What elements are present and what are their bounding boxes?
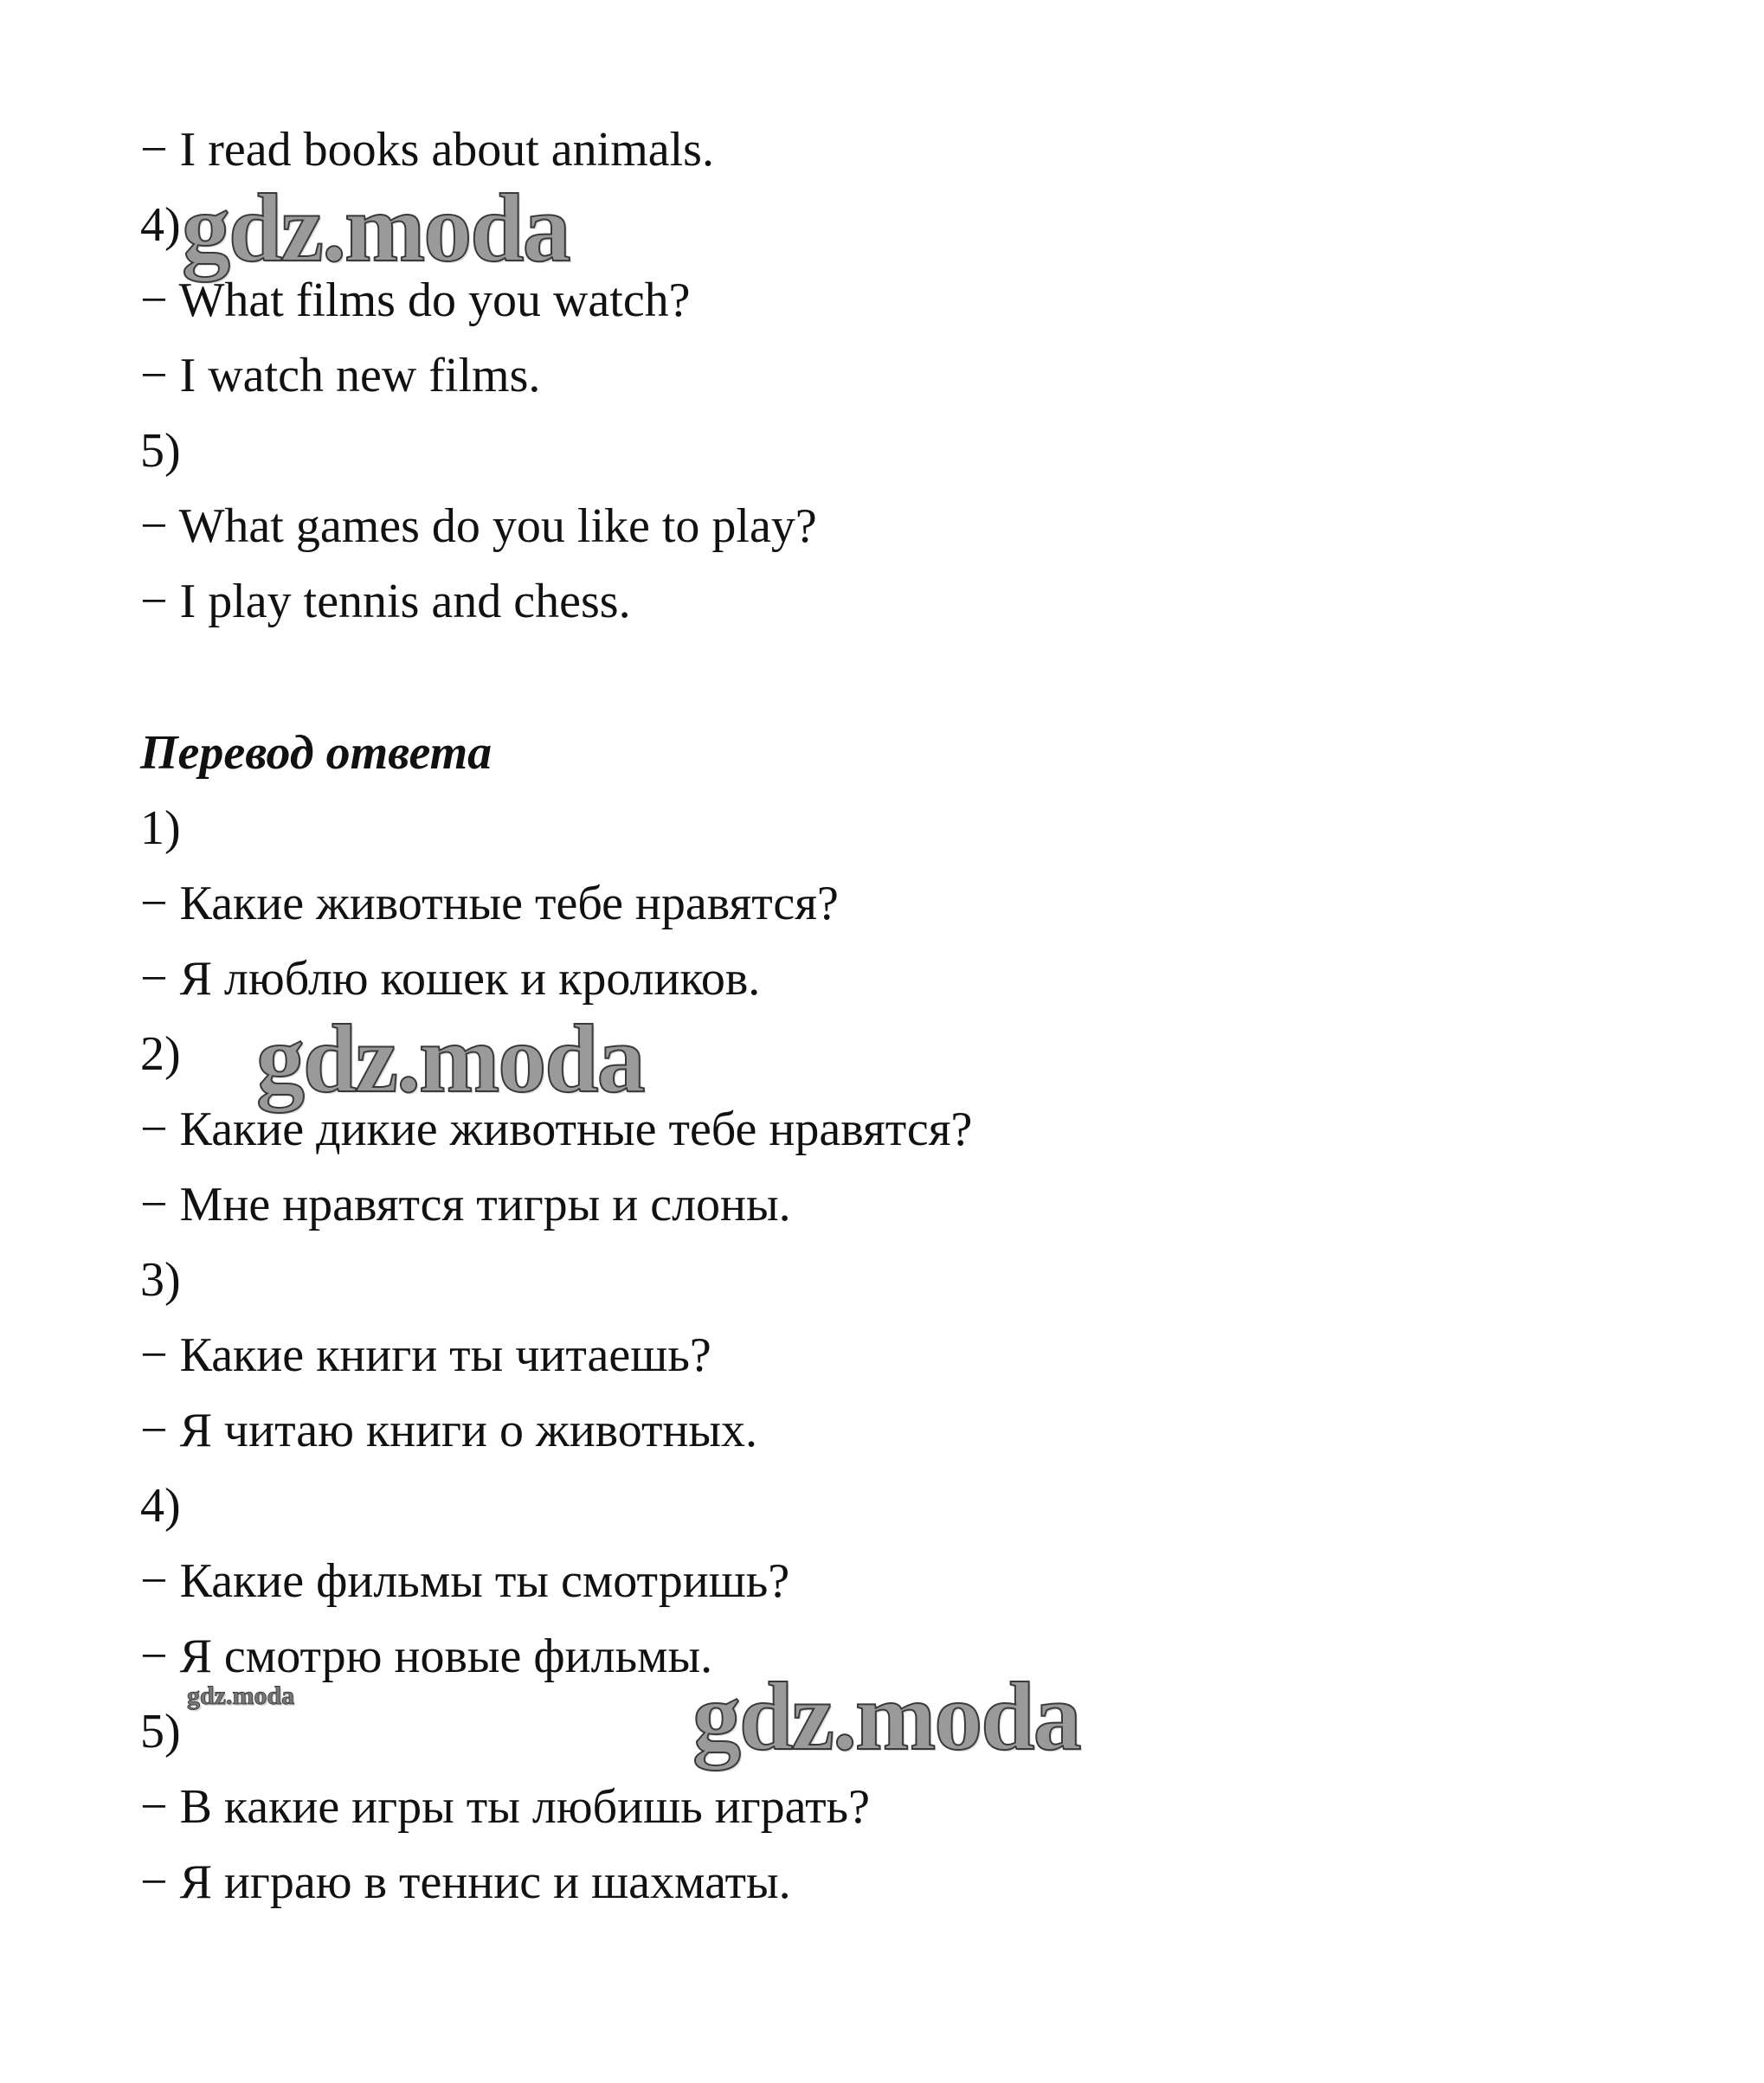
english-line-number-4: 4)	[140, 198, 181, 252]
english-line-answer: − I play tennis and chess.	[140, 575, 631, 628]
russian-line-answer: − Мне нравятся тигры и слоны.	[140, 1178, 791, 1231]
watermark-logo: gdz.moda	[692, 1663, 1080, 1771]
watermark-logo: gdz.moda	[256, 1006, 644, 1113]
russian-line-number-4: 4)	[140, 1479, 181, 1533]
english-line-question: − What films do you watch?	[140, 273, 691, 327]
russian-line-question: − В какие игры ты любишь играть?	[140, 1780, 870, 1834]
russian-line-answer: − Я люблю кошек и кроликов.	[140, 952, 761, 1006]
russian-line-question: − Какие фильмы ты смотришь?	[140, 1554, 790, 1608]
translation-heading: Перевод ответа	[140, 726, 493, 780]
russian-line-question: − Какие книги ты читаешь?	[140, 1328, 711, 1382]
russian-line-number-1: 1)	[140, 801, 181, 855]
russian-line-answer: − Я смотрю новые фильмы.	[140, 1630, 713, 1683]
english-line-number-5: 5)	[140, 424, 181, 478]
russian-line-question: − Какие дикие животные тебе нравятся?	[140, 1103, 973, 1156]
watermark-logo: gdz.moda	[182, 175, 570, 282]
russian-line-question: − Какие животные тебе нравятся?	[140, 877, 839, 930]
english-line-answer: − I read books about animals.	[140, 123, 714, 177]
watermark-logo-small: gdz.moda	[187, 1681, 295, 1710]
russian-line-answer: − Я читаю книги о животных.	[140, 1404, 758, 1457]
russian-line-number-2: 2)	[140, 1027, 181, 1081]
english-line-answer: − I watch new films.	[140, 349, 541, 402]
russian-line-answer: − Я играю в теннис и шахматы.	[140, 1855, 791, 1909]
english-line-question: − What games do you like to play?	[140, 499, 817, 553]
russian-line-number-5: 5)	[140, 1705, 181, 1758]
russian-line-number-3: 3)	[140, 1253, 181, 1307]
